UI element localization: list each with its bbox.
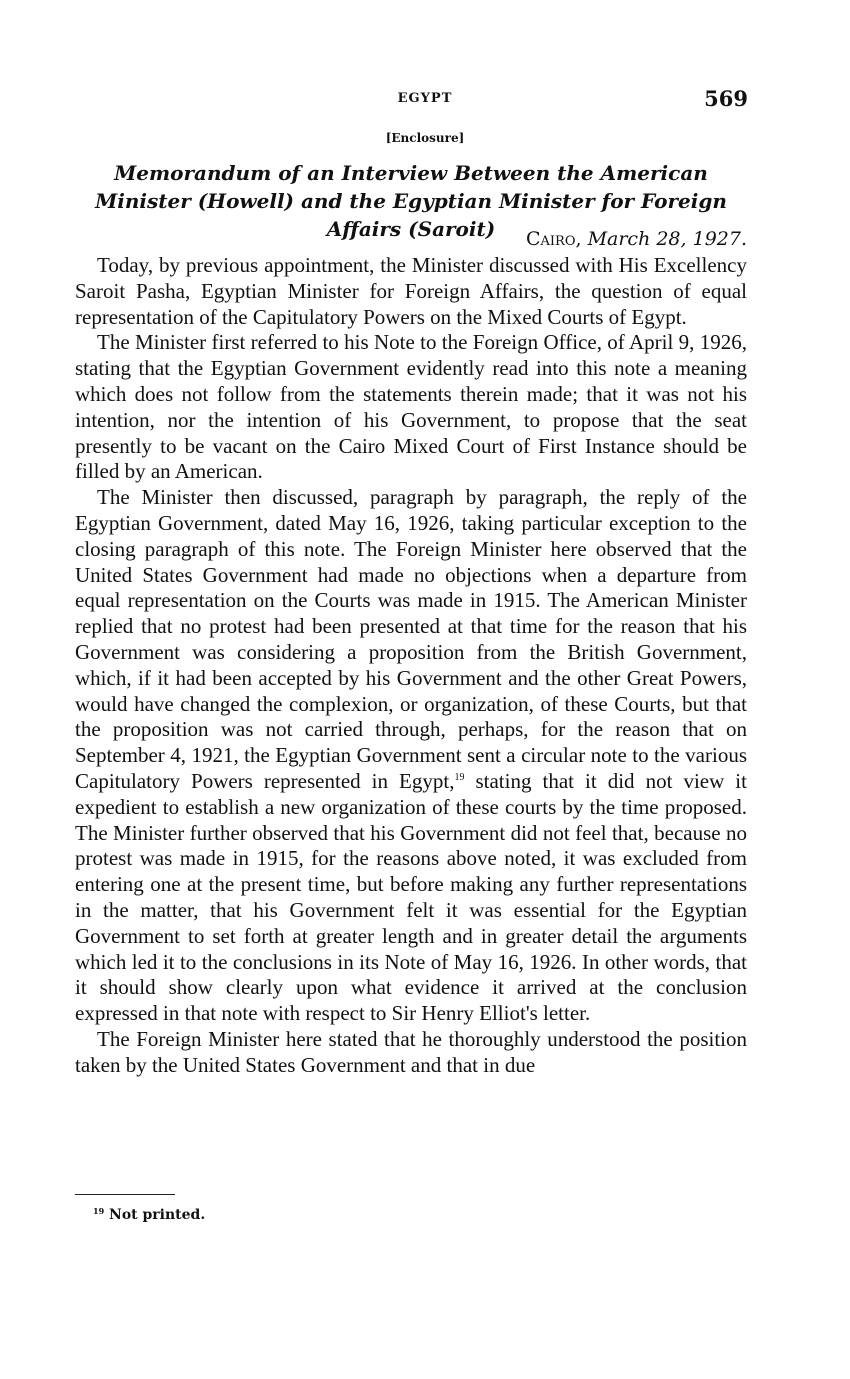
footnote-divider: [75, 1194, 175, 1195]
footnote-reference: 19: [454, 771, 465, 783]
paragraph-3-text-b: stating that it did not view it expedient to establish a new organization of these courts by the time proposed. The Minister further observed that his Government did not feel that, because no protest was made in 1915, for the reasons above noted, it was excluded from entering one at the present time, but before making any further representations in the matter, that his Government felt it was essential for the Egyptian Government to set forth at greater length and in greater detail the arguments which led it to the conclusions in its Note of May 16, 1926. In other words, that it should show clearly upon what evidence it arrived at the conclusion expressed in that note with respect to Sir Henry Elliot's letter.: [75, 768, 747, 1026]
footnote-number: 19: [93, 1206, 105, 1216]
dateline: [526, 228, 747, 250]
paragraph-1: Today, by previous appointment, the Minister discussed with His Excellency Saroit Pasha, Egyptian Minister for Foreign Affairs, the question of equal representation of the Capitulatory Powers on the Mixed Courts of Egypt.: [75, 253, 747, 329]
footnote: [93, 1206, 205, 1223]
paragraph-3-text-a: The Minister then discussed, paragraph by paragraph, the reply of the Egyptian Government, dated May 16, 1926, taking particular exception to the closing paragraph of this note. The Foreign Minister here observed that the United States Government had made no objections when a departure from equal representation on the Courts was made in 1915. The American Minister replied that no protest had been presented at that time for the reason that his Government was considering a proposition from the British Government, which, if it had been accepted by his Government and the other Great Powers, would have changed the complexion, or organization, of these Courts, but that the proposition was not carried through, perhaps, for the reason that on September 4, 1921, the Egyptian Government sent a circular note to the various Capitulatory Powers represented in Egypt,: [75, 485, 747, 793]
memo-body: [75, 253, 747, 1079]
memo-title: Memorandum of an Interview Between the American Minister (Howell) and the Egyptian Minister for Foreign Affairs (Saroit): [95, 161, 727, 241]
enclosure-label: [Enclosure]: [385, 131, 465, 145]
paragraph-2: The Minister first referred to his Note to the Foreign Office, of April 9, 1926, stating that the Egyptian Government evidently read into this note a meaning which does not follow from the statements therein made; that it was not his intention, nor the intention of his Government, to propose that the seat presently to be vacant on the Cairo Mixed Court of First Instance should be filled by an American.: [75, 330, 747, 484]
paragraph-4: The Foreign Minister here stated that he thoroughly understood the position taken by the United States Government and that in due: [75, 1026, 747, 1077]
paragraph-3: [75, 485, 747, 1027]
page-number: 569: [704, 86, 748, 111]
footnote-text: Not printed.: [109, 1207, 206, 1223]
dateline-city: Cairo,: [525, 228, 582, 250]
dateline-date: March 28, 1927.: [587, 228, 747, 250]
running-title: EGYPT: [397, 91, 453, 106]
